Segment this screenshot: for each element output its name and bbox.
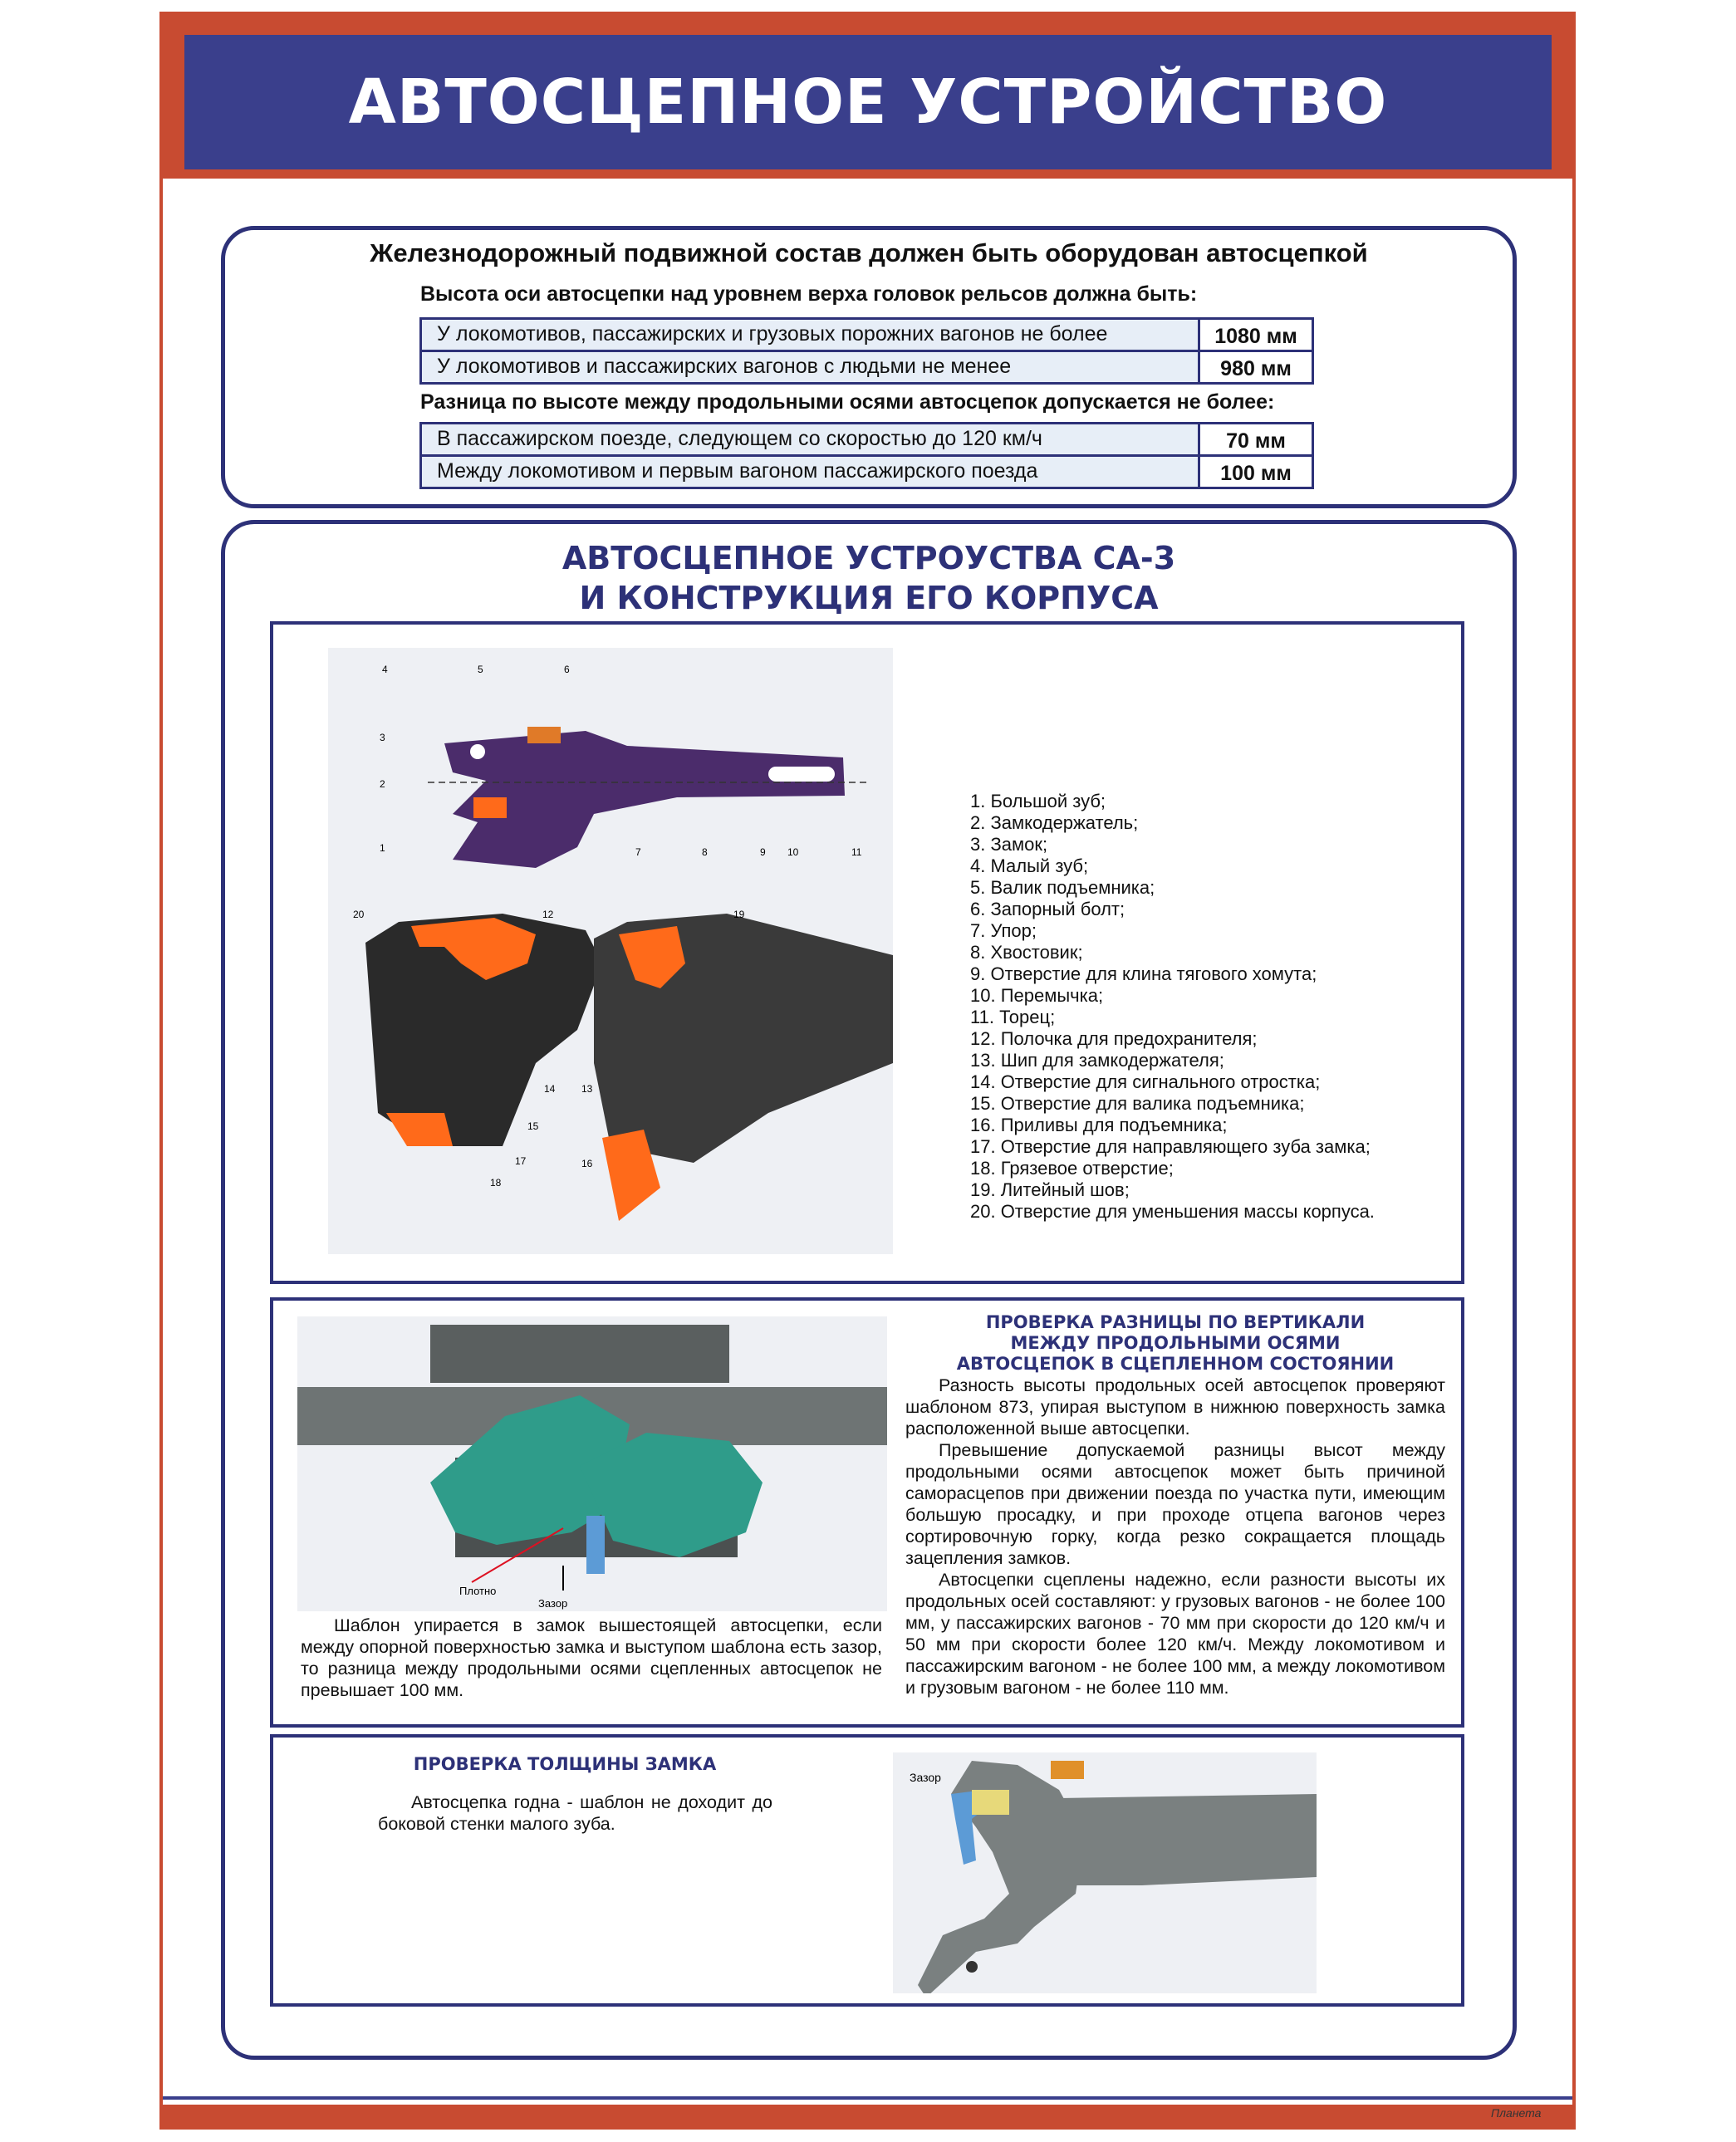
thickness-figure (893, 1752, 1317, 1993)
body-cut-orange-bottom (386, 1113, 453, 1146)
coupler-drawing (328, 648, 893, 1254)
list-item: 2. Замкодержатель; (970, 812, 1139, 833)
callout-label: 17 (515, 1155, 527, 1167)
list-item: 19. Литейный шов; (970, 1179, 1130, 1200)
row-text: В пассажирском поезде, следующем со скоростью до 120 км/ч (422, 424, 1200, 454)
shank (1059, 1794, 1317, 1885)
section-title-line: АВТОСЦЕПОК В СЦЕПЛЕННОМ СОСТОЯНИИ (956, 1354, 1395, 1374)
callout-label: 16 (581, 1158, 593, 1169)
row-text: У локомотивов и пассажирских вагонов с людьми не менее (422, 352, 1200, 382)
list-item: 20. Отверстие для уменьшения массы корпуса. (970, 1201, 1375, 1222)
coupler-figure (328, 648, 893, 1254)
list-item: 14. Отверстие для сигнального отростка; (970, 1071, 1321, 1092)
hole (966, 1961, 978, 1973)
row-value: 70 мм (1226, 429, 1286, 453)
list-item: 10. Перемычка; (970, 985, 1104, 1006)
thickness-title: ПРОВЕРКА ТОЛЩИНЫ ЗАМКА (413, 1754, 717, 1774)
lock-bolt (1051, 1761, 1084, 1779)
callout-label: 12 (542, 909, 554, 920)
requirements-title: Железнодорожный подвижной состав должен быть оборудован автосцепкой (370, 238, 1368, 267)
list-item: 3. Замок; (970, 834, 1048, 855)
callout-label: 8 (702, 846, 708, 858)
list-item: 9. Отверстие для клина тягового хомута; (970, 963, 1317, 984)
section-title-line: МЕЖДУ ПРОДОЛЬНЫМИ ОСЯМИ (1010, 1333, 1341, 1353)
vertical-check-figure (297, 1316, 887, 1611)
locking-bolt (527, 727, 561, 743)
header-divider (163, 174, 1572, 179)
thickness-text: Автосцепка годна - шаблон не доходит до боковой стенки малого зуба. (378, 1792, 772, 1834)
list-item: 17. Отверстие для направляющего зуба замка; (970, 1136, 1371, 1157)
table-row (422, 424, 1312, 457)
list-item: 4. Малый зуб; (970, 855, 1089, 876)
height-table (419, 317, 1314, 385)
callout-label: 11 (851, 846, 862, 858)
row-value: 100 мм (1220, 462, 1292, 485)
list-item: 7. Упор; (970, 920, 1037, 941)
section-title-line: ПРОВЕРКА РАЗНИЦЫ ПО ВЕРТИКАЛИ (985, 1312, 1366, 1332)
label-gap: Зазор (538, 1597, 568, 1610)
vertical-check-drawing (297, 1316, 887, 1611)
row-text: У локомотивов, пассажирских и грузовых порожних вагонов не более (422, 320, 1200, 350)
header-banner (184, 35, 1552, 169)
paragraph: Разность высоты продольных осей автосцепок проверяют шаблоном 873, упирая выступом в нижнюю поверхность замка расположенной выше автосцепки. (905, 1375, 1445, 1439)
right-border (1572, 15, 1576, 2130)
thickness-drawing (893, 1752, 1317, 1993)
callout-label: 5 (478, 664, 483, 675)
lock-hole (470, 744, 485, 759)
top-border (159, 12, 1576, 18)
list-item: 12. Полочка для предохранителя; (970, 1028, 1258, 1049)
diff-heading: Разница по высоте между продольными осями автосцепок допускается не более: (420, 390, 1275, 414)
table-row (422, 457, 1312, 487)
row-value: 980 мм (1220, 357, 1292, 380)
callout-label: 3 (380, 732, 385, 743)
callout-label: 7 (635, 846, 641, 858)
upper-body (430, 1325, 729, 1383)
callout-label: 18 (490, 1177, 502, 1189)
list-item: 13. Шип для замкодержателя; (970, 1050, 1224, 1071)
publisher-logo: Планета (1491, 2106, 1542, 2120)
caption-text: Шаблон упирается в замок вышестоящей автосцепки, если между опорной поверхностью замка и выступом шаблона есть зазор, то разница между продольными осями сцепленных автосцепок не превышает 100 мм. (301, 1615, 882, 1700)
callout-label: 20 (353, 909, 365, 920)
table-row (422, 320, 1312, 352)
label-gap: Зазор (910, 1771, 941, 1784)
list-item: 6. Запорный болт; (970, 899, 1125, 919)
list-item: 8. Хвостовик; (970, 942, 1083, 963)
callout-label: 19 (733, 909, 745, 920)
callout-label: 2 (380, 778, 385, 790)
footer-divider (163, 2096, 1572, 2100)
callout-label: 1 (380, 842, 385, 854)
list-item: 16. Приливы для подъемника; (970, 1115, 1228, 1135)
parts-list (970, 791, 1375, 1223)
callout-label: 13 (581, 1083, 593, 1095)
row-value: 1080 мм (1214, 325, 1297, 348)
footer-band (163, 2105, 1572, 2130)
label-tight: Плотно (459, 1585, 497, 1597)
list-item: 5. Валик подъемника; (970, 877, 1155, 898)
callout-label: 10 (787, 846, 799, 858)
ca3-title-line2: И КОНСТРУКЦИЯ ЕГО КОРПУСА (579, 580, 1159, 616)
ca3-title-line1: АВТОСЦЕПНОЕ УСТРОУСТВА СА-3 (562, 540, 1176, 576)
callout-label: 14 (544, 1083, 556, 1095)
callout-label: 6 (564, 664, 570, 675)
list-item: 1. Большой зуб; (970, 791, 1106, 811)
page-title: АВТОСЦЕПНОЕ УСТРОЙСТВО (348, 66, 1388, 138)
left-border (159, 15, 163, 2130)
row-text: Между локомотивом и первым вагоном пассажирского поезда (422, 457, 1200, 487)
diff-table (419, 422, 1314, 489)
table-row (422, 352, 1312, 382)
template-gauge (586, 1516, 605, 1574)
list-item: 18. Грязевое отверстие; (970, 1158, 1174, 1179)
paragraph: Превышение допускаемой разницы высот между продольными осями автосцепок может быть причиной саморасцепов при движении поезда по участка пути, имеющим большую просадку, и при проходе отцепа вагонов через сортировочную горку, когда резко сокращается площадь зацепления замков. (905, 1440, 1445, 1568)
lock-holder (473, 797, 507, 818)
paragraph: Автосцепки сцеплены надежно, если разности высоты их продольных осей составляют: у грузовых вагонов - не более 100 мм, у пассажирских вагонов - 70 мм при скорости до 120 км/ч и 50 мм при скорости более 120 км/ч. Между локомотивом и пассажирским вагоном - не более 100 мм, а между локомотивом и грузовым вагоном - не более 110 мм. (905, 1570, 1445, 1698)
list-item: 15. Отверстие для валика подъемника; (970, 1093, 1305, 1114)
yellow-insert (972, 1790, 1009, 1815)
vertical-check-text (905, 1312, 1445, 1698)
callout-label: 15 (527, 1120, 539, 1132)
height-heading: Высота оси автосцепки над уровнем верха головок рельсов должна быть: (420, 282, 1198, 306)
callout-label: 9 (760, 846, 766, 858)
list-item: 11. Торец; (970, 1007, 1056, 1027)
lock-slot (768, 767, 835, 782)
vertical-check-caption (301, 1615, 882, 1701)
callout-label: 4 (382, 664, 388, 675)
